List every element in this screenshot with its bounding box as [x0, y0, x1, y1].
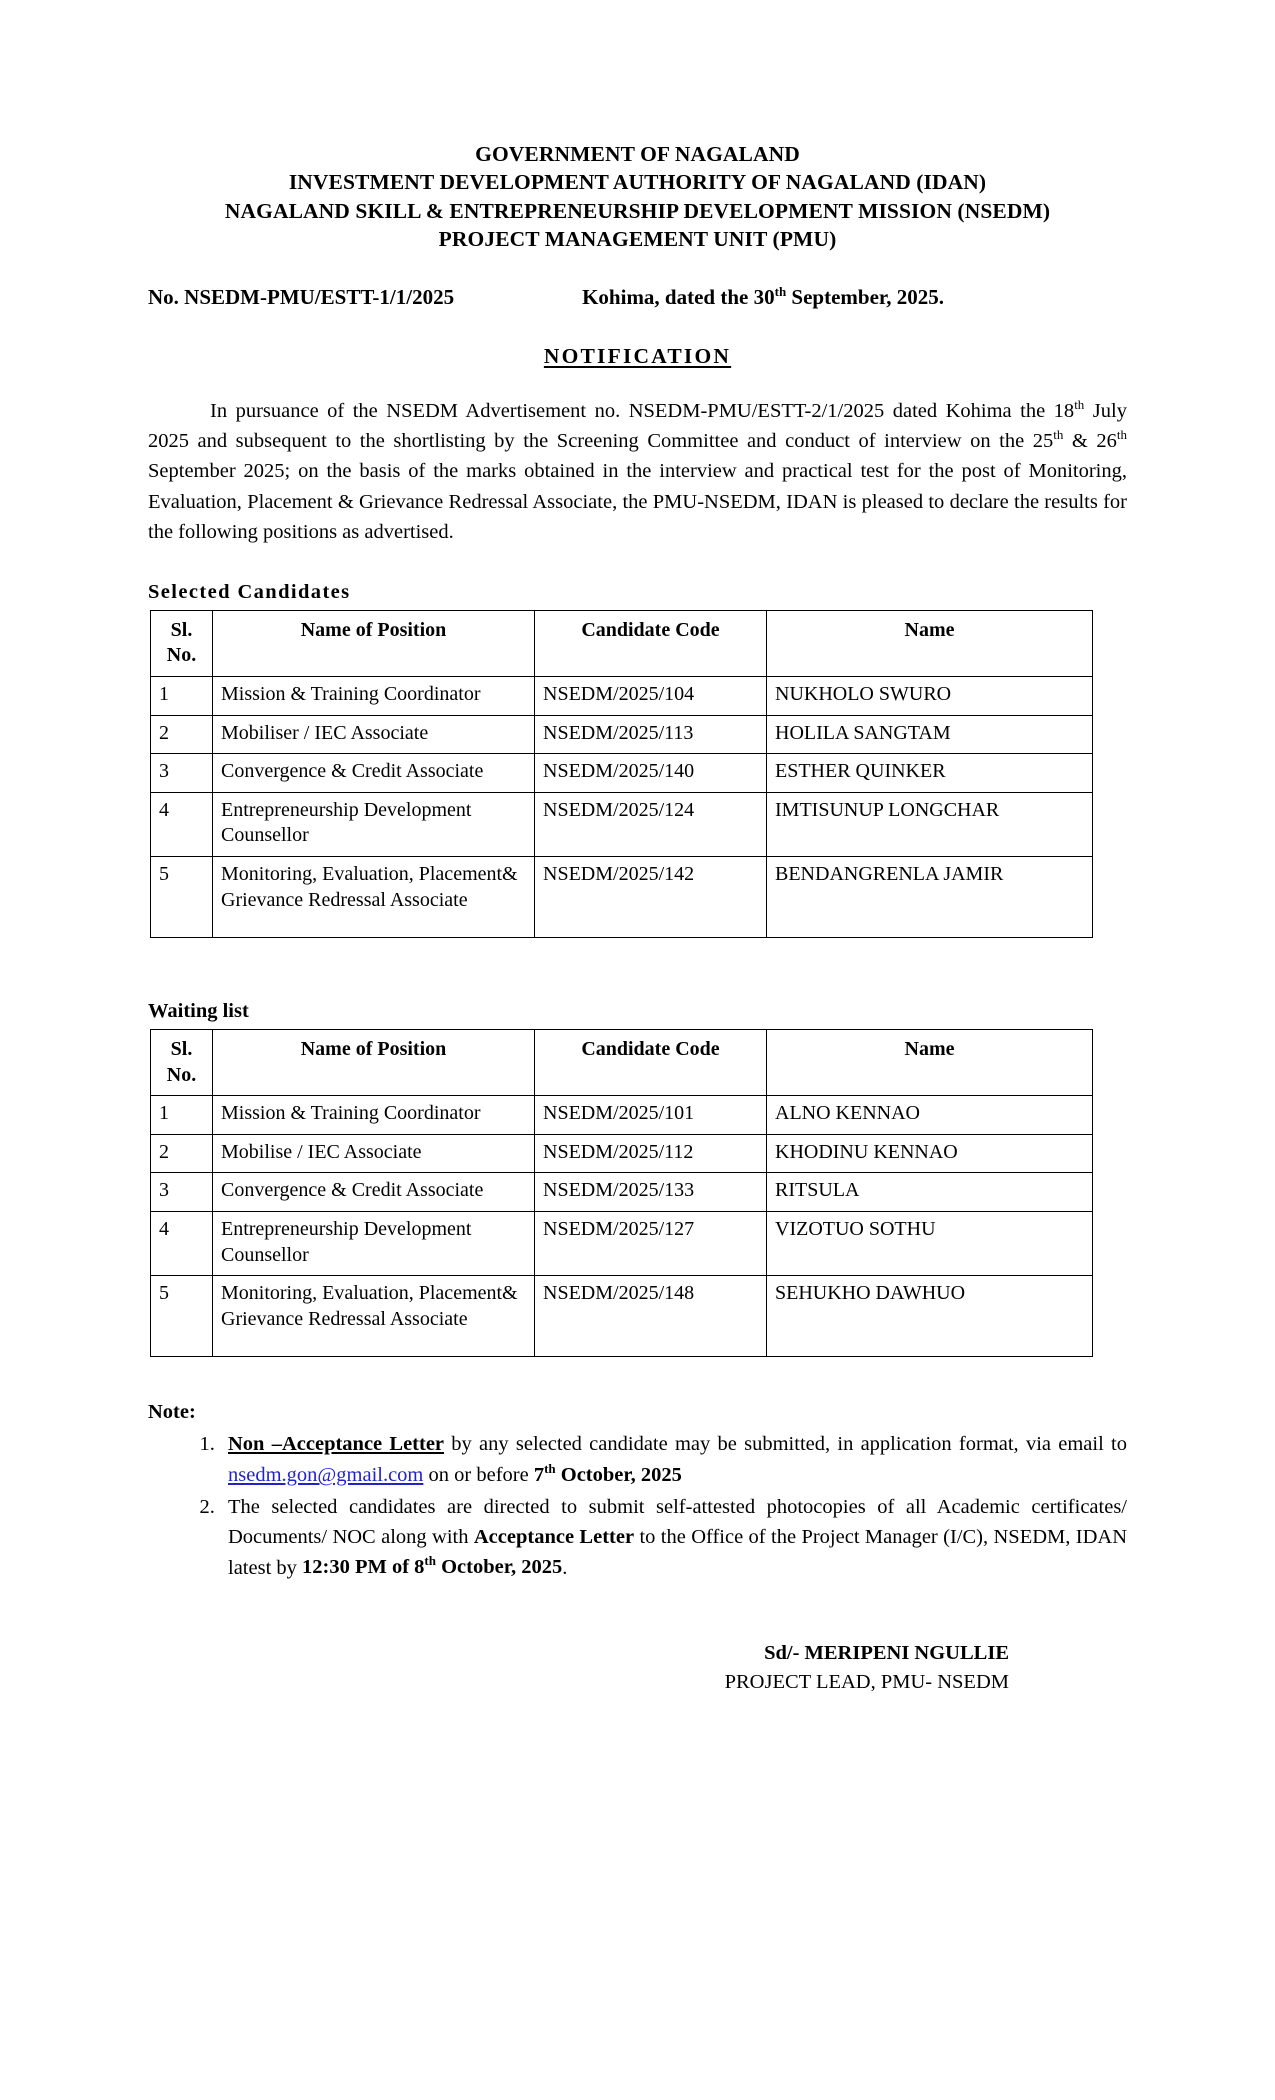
para-part-c: & 26: [1063, 430, 1117, 453]
table-spacer: [148, 938, 1127, 966]
note-1-after-email: on or before: [423, 1463, 534, 1486]
cell-name: VIZOTUO SOTHU: [767, 1211, 1093, 1275]
cell-position: Mobilise / IEC Associate: [213, 1134, 535, 1173]
letterhead-line-3: NAGALAND SKILL & ENTREPRENEURSHIP DEVELOPMENT MISSION (NSEDM): [224, 198, 1051, 223]
cell-sl-no: 3: [151, 1173, 213, 1212]
cell-sl-no: 2: [151, 1134, 213, 1173]
table-header-row: [151, 610, 1093, 676]
cell-sl-no: 2: [151, 715, 213, 754]
cell-position: Entrepreneurship Development Counsellor: [213, 792, 535, 856]
reference-row: [148, 284, 1127, 310]
column-header-position: Name of Position: [213, 1029, 535, 1095]
sl-line-2: No.: [166, 644, 197, 667]
cell-candidate-code: NSEDM/2025/113: [535, 715, 767, 754]
note-1-deadline-ordinal: th: [544, 1461, 556, 1477]
cell-sl-no: 3: [151, 754, 213, 793]
table-row: [151, 1173, 1093, 1212]
cell-candidate-code: NSEDM/2025/142: [535, 856, 767, 937]
column-header-candidate-code: Candidate Code: [535, 610, 767, 676]
column-header-candidate-code: Candidate Code: [535, 1029, 767, 1095]
note-1-mid: by any selected candidate may be submitted, in application format, via email to: [444, 1433, 1127, 1456]
cell-name: NUKHOLO SWURO: [767, 676, 1093, 715]
table-header-row: [151, 1029, 1093, 1095]
waiting-list-label: Waiting list: [148, 999, 249, 1022]
cell-name: BENDANGRENLA JAMIR: [767, 856, 1093, 937]
cell-name: RITSULA: [767, 1173, 1093, 1212]
place-date-ordinal: th: [774, 283, 787, 299]
note-1-deadline-month: October, 2025: [555, 1463, 682, 1486]
cell-sl-no: 1: [151, 1096, 213, 1135]
para-sup-3: th: [1116, 427, 1127, 443]
notes-heading: Note:: [148, 1401, 196, 1424]
para-sup-2: th: [1053, 427, 1064, 443]
letterhead: [148, 140, 1127, 254]
page-title: NOTIFICATION: [543, 343, 732, 368]
letterhead-line-2: INVESTMENT DEVELOPMENT AUTHORITY OF NAGALAND (IDAN): [288, 170, 987, 195]
cell-position: Mission & Training Coordinator: [213, 1096, 535, 1135]
column-header-name: Name: [767, 610, 1093, 676]
note-item-1: [220, 1430, 1127, 1491]
table-row: [151, 754, 1093, 793]
sl-line-2: No.: [166, 1063, 197, 1086]
cell-candidate-code: NSEDM/2025/140: [535, 754, 767, 793]
column-header-position: Name of Position: [213, 610, 535, 676]
table-row: [151, 715, 1093, 754]
note-1-deadline: [533, 1461, 682, 1486]
cell-candidate-code: NSEDM/2025/112: [535, 1134, 767, 1173]
cell-position: Convergence & Credit Associate: [213, 754, 535, 793]
table-row: [151, 1096, 1093, 1135]
cell-position: Entrepreneurship Development Counsellor: [213, 1211, 535, 1275]
non-acceptance-letter-text: Non –Acceptance Letter: [228, 1433, 445, 1456]
table-row: [151, 1211, 1093, 1275]
place-date-pre: Kohima, dated the 30: [582, 284, 775, 309]
reference-number: No. NSEDM-PMU/ESTT-1/1/2025: [148, 284, 455, 309]
note-2-part-c: .: [562, 1556, 568, 1579]
cell-position: Convergence & Credit Associate: [213, 1173, 535, 1212]
sl-line-1: Sl.: [170, 1037, 193, 1060]
cell-candidate-code: NSEDM/2025/101: [535, 1096, 767, 1135]
para-part-b: July 2025 and subsequent to the shortlisting by the Screening Committee and conduct of interview on the 25: [148, 399, 1127, 453]
cell-name: ESTHER QUINKER: [767, 754, 1093, 793]
opening-paragraph: [148, 395, 1127, 547]
note-item-2: [220, 1493, 1127, 1584]
signatory-designation: PROJECT LEAD, PMU- NSEDM: [724, 1671, 1009, 1694]
cell-candidate-code: NSEDM/2025/124: [535, 792, 767, 856]
column-header-sl-no: [151, 1029, 213, 1095]
cell-candidate-code: NSEDM/2025/127: [535, 1211, 767, 1275]
place-and-date: [582, 284, 944, 310]
email-link[interactable]: nsedm.gon@gmail.com: [228, 1463, 424, 1486]
cell-name: HOLILA SANGTAM: [767, 715, 1093, 754]
note-1-deadline-day: 7: [533, 1463, 545, 1486]
cell-sl-no: 1: [151, 676, 213, 715]
cell-name: KHODINU KENNAO: [767, 1134, 1093, 1173]
letterhead-line-4: PROJECT MANAGEMENT UNIT (PMU): [438, 227, 837, 252]
para-sup-1: th: [1074, 396, 1085, 412]
selected-candidates-label: Selected Candidates: [148, 580, 351, 603]
notes-list: [148, 1430, 1127, 1583]
signature-block: [148, 1639, 1127, 1696]
sl-line-1: Sl.: [170, 618, 193, 641]
cell-position: Monitoring, Evaluation, Placement& Grievance Redressal Associate: [213, 856, 535, 937]
signatory-name: Sd/- MERIPENI NGULLIE: [764, 1642, 1009, 1665]
cell-name: ALNO KENNAO: [767, 1096, 1093, 1135]
cell-name: IMTISUNUP LONGCHAR: [767, 792, 1093, 856]
letterhead-line-1: GOVERNMENT OF NAGALAND: [475, 142, 800, 166]
table-row: [151, 792, 1093, 856]
table-row: [151, 856, 1093, 937]
cell-position: Mobiliser / IEC Associate: [213, 715, 535, 754]
column-header-sl-no: [151, 610, 213, 676]
note-2-deadline-month: October, 2025: [435, 1556, 563, 1579]
table-row: [151, 676, 1093, 715]
place-date-post: September, 2025.: [786, 284, 945, 309]
cell-candidate-code: NSEDM/2025/104: [535, 676, 767, 715]
note-2-part-b: to the Office of the Project Manager (I/C), NSEDM, IDAN latest by: [228, 1525, 1127, 1579]
table-row: [151, 1276, 1093, 1357]
para-part-a: In pursuance of the NSEDM Advertisement no. NSEDM-PMU/ESTT-2/1/2025 dated Kohima the 18: [210, 399, 1075, 422]
para-part-d: September 2025; on the basis of the marks obtained in the interview and practical test for the post of Monitoring, Evaluation, Placement & Grievance Redressal Associate, the PMU-NSEDM, IDAN is pleased to declare the results for the following positions as advertised.: [148, 460, 1127, 543]
cell-sl-no: 4: [151, 1211, 213, 1275]
cell-sl-no: 5: [151, 1276, 213, 1357]
cell-sl-no: 5: [151, 856, 213, 937]
acceptance-letter-text: Acceptance Letter: [473, 1525, 635, 1548]
cell-candidate-code: NSEDM/2025/148: [535, 1276, 767, 1357]
column-header-name: Name: [767, 1029, 1093, 1095]
cell-name: SEHUKHO DAWHUO: [767, 1276, 1093, 1357]
note-2-deadline-time: 12:30 PM of 8: [302, 1556, 425, 1579]
note-2-part-a: The selected candidates are directed to submit self-attested photocopies of all Academic certificates/ Documents/ NOC along with: [228, 1495, 1127, 1548]
waiting-list-table: [150, 1029, 1093, 1357]
table-row: [151, 1134, 1093, 1173]
selected-candidates-table: [150, 610, 1093, 938]
cell-position: Monitoring, Evaluation, Placement& Grievance Redressal Associate: [213, 1276, 535, 1357]
cell-position: Mission & Training Coordinator: [213, 676, 535, 715]
cell-candidate-code: NSEDM/2025/133: [535, 1173, 767, 1212]
cell-sl-no: 4: [151, 792, 213, 856]
note-2-deadline: [302, 1553, 563, 1579]
note-2-deadline-ordinal: th: [424, 1553, 436, 1569]
